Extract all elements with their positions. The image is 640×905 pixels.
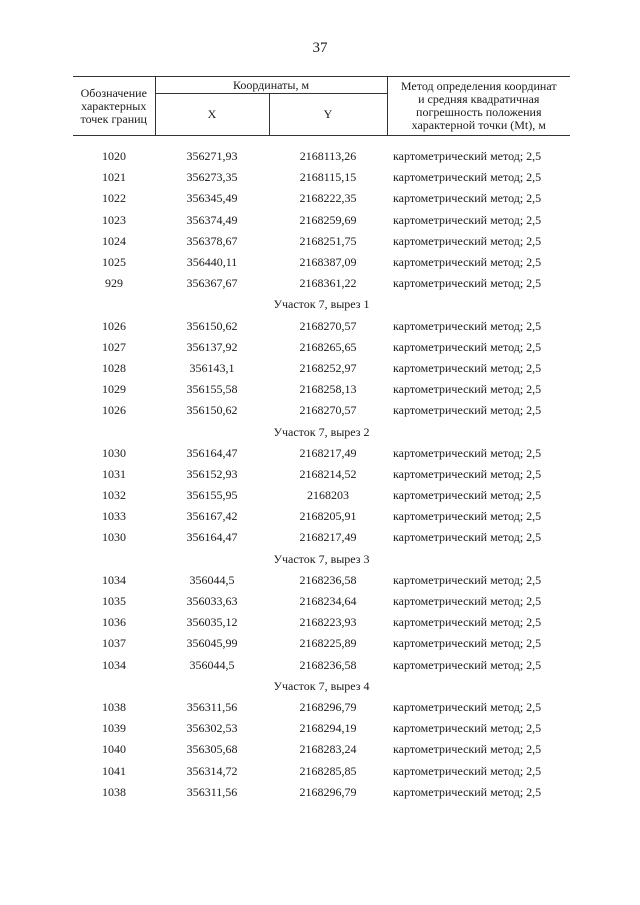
point-id-cell: 1029 xyxy=(102,382,126,397)
point-id-cell: 1026 xyxy=(102,403,126,418)
method-cell: картометрический метод; 2,5 xyxy=(393,403,542,418)
y-coordinate-cell: 2168234,64 xyxy=(299,594,357,609)
point-id-cell: 1030 xyxy=(102,530,126,545)
x-coordinate-cell: 356302,53 xyxy=(186,721,238,736)
y-coordinate-cell: 2168296,79 xyxy=(299,699,357,714)
table-row xyxy=(73,506,570,527)
point-id-cell: 1041 xyxy=(102,763,126,778)
method-cell: картометрический метод; 2,5 xyxy=(393,255,542,270)
table-row xyxy=(73,337,570,358)
point-id-cell: 1031 xyxy=(102,466,126,481)
method-cell: картометрический метод; 2,5 xyxy=(393,276,542,291)
method-cell: картометрический метод; 2,5 xyxy=(393,360,542,375)
x-coordinate-cell: 356044,5 xyxy=(189,657,235,672)
point-id-cell: 1034 xyxy=(102,572,126,587)
x-coordinate-cell: 356311,56 xyxy=(186,784,238,799)
x-coordinate-cell: 356045,99 xyxy=(186,636,238,651)
y-coordinate-cell: 2168222,35 xyxy=(299,191,357,206)
table-row xyxy=(73,188,570,209)
x-coordinate-cell: 356155,95 xyxy=(186,488,238,503)
y-coordinate-cell: 2168270,57 xyxy=(299,403,357,418)
point-id-cell: 1030 xyxy=(102,445,126,460)
point-id-cell: 1022 xyxy=(102,191,126,206)
y-coordinate-cell: 2168387,09 xyxy=(299,255,357,270)
x-coordinate-cell: 356271,93 xyxy=(186,149,238,164)
table-row xyxy=(73,273,570,294)
y-coordinate-cell: 2168265,65 xyxy=(299,339,357,354)
method-cell: картометрический метод; 2,5 xyxy=(393,212,542,227)
method-cell: картометрический метод; 2,5 xyxy=(393,636,542,651)
table-row xyxy=(73,718,570,739)
method-cell: картометрический метод; 2,5 xyxy=(393,488,542,503)
table-row xyxy=(73,782,570,803)
method-cell: картометрический метод; 2,5 xyxy=(393,149,542,164)
section-row xyxy=(73,549,570,570)
method-cell: картометрический метод; 2,5 xyxy=(393,191,542,206)
method-cell: картометрический метод; 2,5 xyxy=(393,466,542,481)
header-method-line-4: характерной точки (Mt), м xyxy=(411,118,546,132)
x-coordinate-cell: 356314,72 xyxy=(186,763,238,778)
x-coordinate-cell: 356155,58 xyxy=(186,382,238,397)
section-label: Участок 7, вырез 2 xyxy=(273,424,370,439)
y-coordinate-cell: 2168223,93 xyxy=(299,615,357,630)
table-row xyxy=(73,760,570,781)
coordinates-table xyxy=(73,76,570,803)
x-coordinate-cell: 356367,67 xyxy=(186,276,238,291)
y-coordinate-cell: 2168217,49 xyxy=(299,445,357,460)
x-coordinate-cell: 356035,12 xyxy=(186,615,238,630)
y-coordinate-cell: 2168259,69 xyxy=(299,212,357,227)
x-coordinate-cell: 356273,35 xyxy=(186,170,238,185)
point-id-cell: 1032 xyxy=(102,488,126,503)
y-coordinate-cell: 2168217,49 xyxy=(299,530,357,545)
table-row xyxy=(73,316,570,337)
method-cell: картометрический метод; 2,5 xyxy=(393,530,542,545)
table-row xyxy=(73,146,570,167)
x-coordinate-cell: 356137,92 xyxy=(186,339,238,354)
method-cell: картометрический метод; 2,5 xyxy=(393,445,542,460)
method-cell: картометрический метод; 2,5 xyxy=(393,233,542,248)
point-id-cell: 1033 xyxy=(102,509,126,524)
table-row xyxy=(73,231,570,252)
section-row xyxy=(73,421,570,442)
header-designation-line-3: точек границ xyxy=(80,111,147,126)
point-id-cell: 1035 xyxy=(102,594,126,609)
method-cell: картометрический метод; 2,5 xyxy=(393,784,542,799)
table-row xyxy=(73,443,570,464)
point-id-cell: 1024 xyxy=(102,233,126,248)
header-y: Y xyxy=(269,94,387,136)
header-coordinates: Координаты, м xyxy=(155,77,387,94)
point-id-cell: 1021 xyxy=(102,170,126,185)
y-coordinate-cell: 2168270,57 xyxy=(299,318,357,333)
y-coordinate-cell: 2168258,13 xyxy=(299,382,357,397)
table-row xyxy=(73,655,570,676)
y-coordinate-cell: 2168236,58 xyxy=(299,657,357,672)
method-cell: картометрический метод; 2,5 xyxy=(393,318,542,333)
x-coordinate-cell: 356440,11 xyxy=(186,255,238,270)
method-cell: картометрический метод; 2,5 xyxy=(393,572,542,587)
x-coordinate-cell: 356152,93 xyxy=(186,466,238,481)
table-row xyxy=(73,633,570,654)
header-x: X xyxy=(155,94,269,136)
table-row xyxy=(73,210,570,231)
point-id-cell: 1039 xyxy=(102,721,126,736)
method-cell: картометрический метод; 2,5 xyxy=(393,721,542,736)
header-method xyxy=(387,77,570,136)
header-method-line-2: и средняя квадратичная xyxy=(418,92,540,106)
y-coordinate-cell: 2168361,22 xyxy=(299,276,357,291)
point-id-cell: 1038 xyxy=(102,699,126,714)
x-coordinate-cell: 356305,68 xyxy=(186,742,238,757)
table-row xyxy=(73,379,570,400)
header-method-line-3: погрешность положения xyxy=(416,105,542,119)
section-label: Участок 7, вырез 3 xyxy=(273,551,370,566)
table-row xyxy=(73,252,570,273)
point-id-cell: 1034 xyxy=(102,657,126,672)
table-row xyxy=(73,358,570,379)
header-designation-line-2: характерных xyxy=(81,98,147,113)
section-label: Участок 7, вырез 4 xyxy=(273,678,370,693)
y-coordinate-cell: 2168236,58 xyxy=(299,572,357,587)
section-label: Участок 7, вырез 1 xyxy=(273,297,370,312)
point-id-cell: 1036 xyxy=(102,615,126,630)
header-designation xyxy=(73,77,155,136)
y-coordinate-cell: 2168203 xyxy=(307,488,349,503)
table-row xyxy=(73,527,570,548)
x-coordinate-cell: 356378,67 xyxy=(186,233,238,248)
point-id-cell: 1037 xyxy=(102,636,126,651)
y-coordinate-cell: 2168214,52 xyxy=(299,466,357,481)
y-coordinate-cell: 2168285,85 xyxy=(299,763,357,778)
section-row xyxy=(73,294,570,315)
method-cell: картометрический метод; 2,5 xyxy=(393,657,542,672)
x-coordinate-cell: 356311,56 xyxy=(186,699,238,714)
x-coordinate-cell: 356033,63 xyxy=(186,594,238,609)
table-header xyxy=(73,76,570,136)
point-id-cell: 929 xyxy=(105,276,123,291)
table-row xyxy=(73,485,570,506)
header-designation-line-1: Обозначение xyxy=(80,85,147,100)
point-id-cell: 1026 xyxy=(102,318,126,333)
point-id-cell: 1027 xyxy=(102,339,126,354)
point-id-cell: 1028 xyxy=(102,360,126,375)
table-row xyxy=(73,570,570,591)
point-id-cell: 1025 xyxy=(102,255,126,270)
x-coordinate-cell: 356345,49 xyxy=(186,191,238,206)
table-row xyxy=(73,464,570,485)
point-id-cell: 1040 xyxy=(102,742,126,757)
y-coordinate-cell: 2168251,75 xyxy=(299,233,357,248)
x-coordinate-cell: 356143,1 xyxy=(189,360,235,375)
x-coordinate-cell: 356044,5 xyxy=(189,572,235,587)
page-number: 37 xyxy=(312,40,328,56)
x-coordinate-cell: 356164,47 xyxy=(186,530,238,545)
method-cell: картометрический метод; 2,5 xyxy=(393,763,542,778)
method-cell: картометрический метод; 2,5 xyxy=(393,699,542,714)
point-id-cell: 1038 xyxy=(102,784,126,799)
y-coordinate-cell: 2168115,15 xyxy=(299,170,357,185)
method-cell: картометрический метод; 2,5 xyxy=(393,509,542,524)
point-id-cell: 1023 xyxy=(102,212,126,227)
method-cell: картометрический метод; 2,5 xyxy=(393,170,542,185)
y-coordinate-cell: 2168296,79 xyxy=(299,784,357,799)
header-method-line-1: Метод определения координат xyxy=(400,79,557,93)
method-cell: картометрический метод; 2,5 xyxy=(393,382,542,397)
method-cell: картометрический метод; 2,5 xyxy=(393,339,542,354)
point-id-cell: 1020 xyxy=(102,149,126,164)
table-row xyxy=(73,697,570,718)
x-coordinate-cell: 356167,42 xyxy=(186,509,238,524)
table-row xyxy=(73,739,570,760)
method-cell: картометрический метод; 2,5 xyxy=(393,742,542,757)
table-row xyxy=(73,167,570,188)
table-row xyxy=(73,612,570,633)
table-body xyxy=(73,146,570,803)
table-row xyxy=(73,591,570,612)
method-cell: картометрический метод; 2,5 xyxy=(393,615,542,630)
table-row xyxy=(73,400,570,421)
y-coordinate-cell: 2168283,24 xyxy=(299,742,357,757)
x-coordinate-cell: 356150,62 xyxy=(186,318,238,333)
y-coordinate-cell: 2168205,91 xyxy=(299,509,357,524)
y-coordinate-cell: 2168294,19 xyxy=(299,721,357,736)
x-coordinate-cell: 356150,62 xyxy=(186,403,238,418)
x-coordinate-cell: 356374,49 xyxy=(186,212,238,227)
x-coordinate-cell: 356164,47 xyxy=(186,445,238,460)
section-row xyxy=(73,676,570,697)
y-coordinate-cell: 2168252,97 xyxy=(299,360,357,375)
y-coordinate-cell: 2168113,26 xyxy=(299,149,357,164)
method-cell: картометрический метод; 2,5 xyxy=(393,594,542,609)
y-coordinate-cell: 2168225,89 xyxy=(299,636,357,651)
